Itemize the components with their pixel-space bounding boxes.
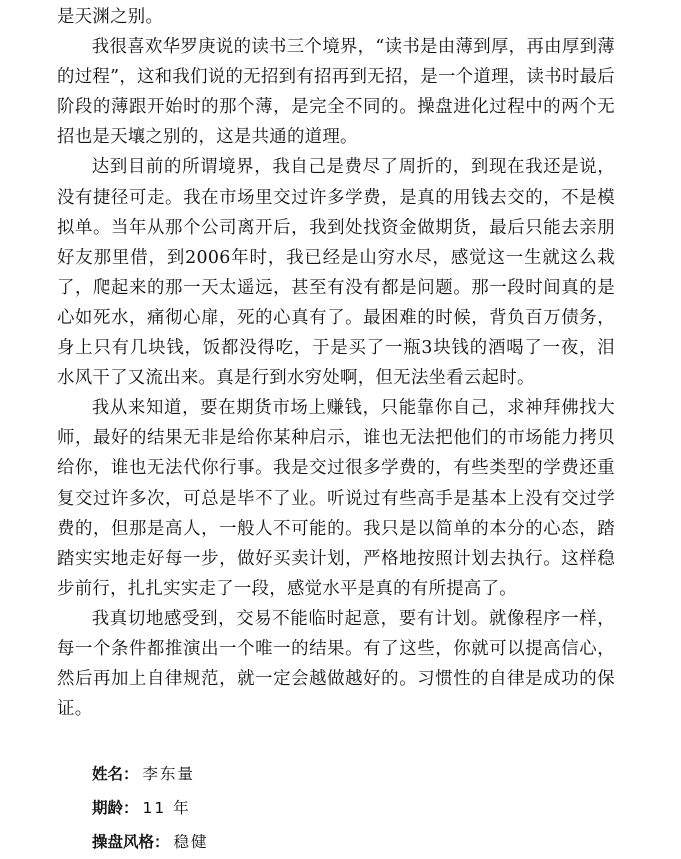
paragraph-no-shortcut: 达到目前的所谓境界，我自己是费尽了周折的，到现在我还是说，没有捷径可走。我在市场里交过许多学费，是真的用钱去交的，不是模拟单。当年从那个公司离开后，我到处找资金做期货，最后只能去亲朋好友那里借，到2006年时，我已经是山穷水尽，感觉这一生就这么栽了，爬起来的那一天太遥远，甚至有没有都是问题。那一段时间真的是心如死水，痛彻心扉，死的心真有了。最困难的时候，背负百万债务，身上只有几块钱，饭都没得吃，于是买了一瓶3块钱的酒喝了一夜，泪水风干了又流出来。真是行到水穷处啊，但无法坐看云起时。 bbox=[57, 157, 615, 389]
name-label: 姓名： bbox=[92, 765, 139, 783]
profile-age-row bbox=[92, 791, 209, 825]
age-value: 11 年 bbox=[142, 799, 191, 817]
article-body bbox=[57, 2, 615, 724]
age-label: 期龄： bbox=[92, 799, 139, 817]
paragraph-continuation: 是天渊之别。 bbox=[57, 7, 164, 27]
profile-style-row bbox=[92, 825, 209, 859]
paragraph-trading-plan: 我真切地感受到，交易不能临时起意，要有计划。就像程序一样，每一个条件都推演出一个唯一的结果。有了这些，你就可以提高信心，然后再加上自律规范，就一定会越做越好的。习惯性的自律是成功的保证。 bbox=[57, 608, 615, 720]
paragraph-rely-on-yourself: 我从来知道，要在期货市场上赚钱，只能靠你自己，求神拜佛找大师，最好的结果无非是给你某种启示，谁也无法把他们的市场能力拷贝给你，谁也无法代你行事。我是交过很多学费的，有些类型的学费还重复交过许多次，可总是毕不了业。听说过有些高手是基本上没有交过学费的，但那是高人，一般人不可能的。我只是以简单的本分的心态，踏踏实实地走好每一步，做好买卖计划，严格地按照计划去执行。这样稳步前行，扎扎实实走了一段，感觉水平是真的有所提高了。 bbox=[57, 398, 615, 599]
paragraph-reading-stages: 我很喜欢华罗庚说的读书三个境界，“读书是由薄到厚，再由厚到薄的过程”，这和我们说的无招到有招再到无招，是一个道理，读书时最后阶段的薄跟开始时的那个薄，是完全不同的。操盘进化过程中的两个无招也是天壤之别的，这是共通的道理。 bbox=[57, 37, 615, 148]
profile-name-row bbox=[92, 757, 209, 791]
trader-profile bbox=[92, 757, 209, 859]
style-value: 稳健 bbox=[173, 833, 209, 851]
name-value: 李东量 bbox=[142, 765, 196, 783]
style-label: 操盘风格： bbox=[92, 833, 170, 851]
